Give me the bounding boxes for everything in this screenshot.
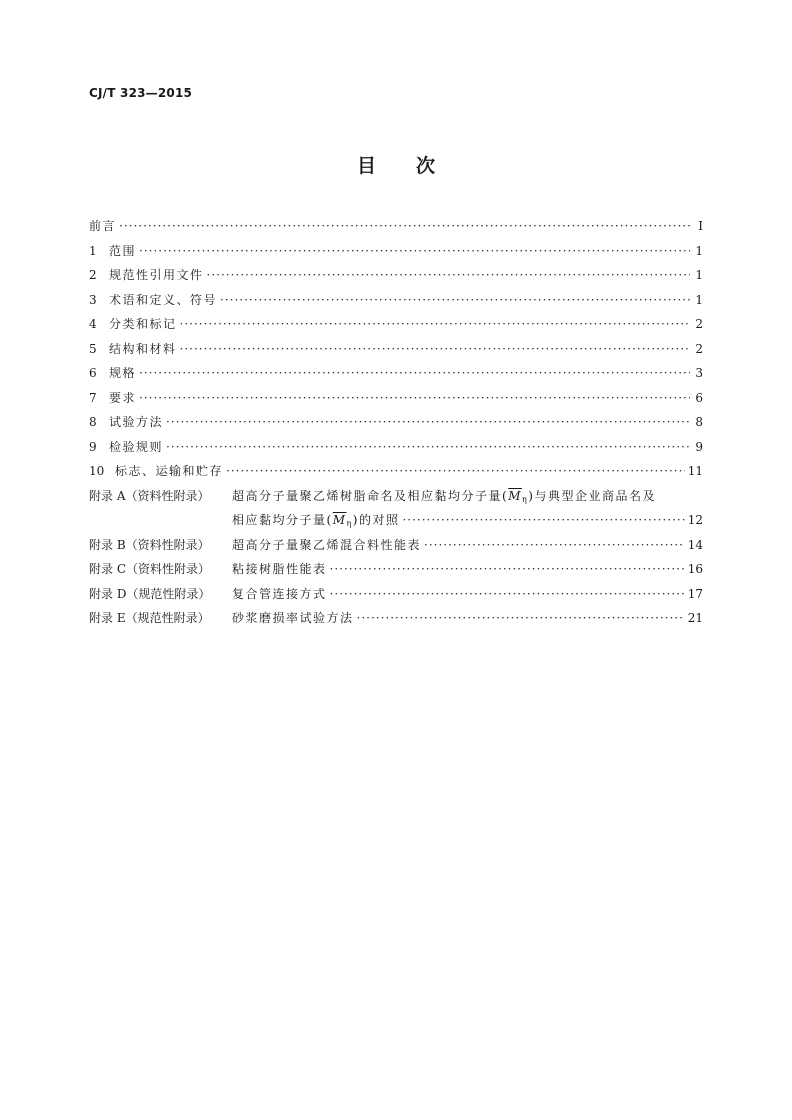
toc-entry-label: 检验规则 [109,439,164,454]
toc-page-number: 1 [695,243,703,258]
toc-leader [207,263,690,288]
toc-entry-number: 9 [89,439,97,454]
toc-page-number: 1 [695,268,703,282]
toc-leader [139,361,690,386]
toc-entry-marking-storage[interactable] [89,459,703,484]
toc-entry-label: 试验方法 [109,415,164,429]
toc-page-number: 2 [695,341,703,356]
toc-leader [220,288,690,313]
toc-page-number: 21 [687,611,703,625]
toc-page-number: 11 [687,464,703,478]
toc-entry-number: 7 [89,390,97,405]
toc-entry-appendix-c[interactable] [89,557,703,582]
eta-subscript: η [346,519,353,528]
toc-entry-foreword[interactable] [89,214,703,239]
toc-page-number: 6 [695,390,703,405]
table-of-contents [89,214,703,631]
toc-entry-label: 术语和定义、符号 [109,292,218,307]
toc-entry-label: 要求 [109,390,137,405]
toc-entry-label: 标志、运输和贮存 [115,464,224,478]
toc-entry-number: 4 [89,317,97,331]
toc-entry-appendix-a[interactable] [89,484,703,509]
toc-entry-classification[interactable] [89,312,703,337]
page-title [0,151,792,178]
toc-leader [330,582,685,607]
toc-entry-inspection-rules[interactable] [89,435,703,460]
toc-entry-number: 3 [89,292,97,307]
toc-page-number: 8 [695,415,703,429]
toc-entry-appendix-a-cont[interactable] [89,508,703,533]
appendix-title-part: 相应黏均分子量( [232,513,333,527]
appendix-prefix: 附录 A（资料性附录） [89,488,210,503]
toc-page-number: 2 [695,317,703,331]
toc-entry-number: 10 [89,464,105,478]
m-eta-symbol: $\overline{M}$ [332,513,347,527]
toc-entry-terms[interactable] [89,288,703,313]
m-eta-symbol: $\overline{M}$ [508,488,522,503]
toc-entry-number: 6 [89,366,97,380]
appendix-prefix: 附录 D（规范性附录） [89,586,211,601]
toc-entry-test-methods[interactable] [89,410,703,435]
toc-page-number: 12 [687,513,703,527]
toc-leader [180,337,690,362]
toc-entry-label: 范围 [109,243,137,258]
toc-entry-scope[interactable] [89,239,703,264]
toc-entry-normative-references[interactable] [89,263,703,288]
toc-entry-label: 复合管连接方式 [232,586,327,601]
appendix-prefix: 附录 B（资料性附录） [89,537,210,552]
appendix-prefix: 附录 E（规范性附录） [89,611,210,625]
toc-leader [226,459,685,484]
appendix-title-part: )与典型企业商品名及 [528,488,656,503]
toc-entry-label: 粘接树脂性能表 [232,562,327,576]
toc-leader [357,606,685,631]
toc-entry-number: 2 [89,268,97,282]
toc-entry-specification[interactable] [89,361,703,386]
toc-leader [166,410,690,435]
toc-entry-appendix-e[interactable] [89,606,703,631]
toc-page-number: 16 [687,562,703,576]
toc-entry-appendix-b[interactable] [89,533,703,558]
appendix-title-part: )的对照 [352,513,400,527]
toc-entry-number: 8 [89,415,97,429]
toc-entry-number: 5 [89,341,97,356]
toc-page-number: 14 [687,537,703,552]
title-char-left: 目 [356,155,376,177]
toc-entry-number: 1 [89,243,97,258]
appendix-prefix: 附录 C（资料性附录） [89,562,210,576]
toc-entry-label: 砂浆磨损率试验方法 [232,611,354,625]
toc-leader [166,435,690,460]
toc-page-number: 9 [695,439,703,454]
toc-entry-label: 规范性引用文件 [109,268,204,282]
toc-leader [402,508,684,533]
toc-entry-requirements[interactable] [89,386,703,411]
toc-page-number: 1 [695,292,703,307]
toc-entry-label: 结构和材料 [109,341,177,356]
toc-leader [139,386,690,411]
toc-page-number: 17 [687,586,703,601]
toc-entry-appendix-d[interactable] [89,582,703,607]
toc-leader [139,239,690,264]
toc-leader [424,533,685,558]
toc-entry-label: 规格 [109,366,137,380]
toc-entry-structure[interactable] [89,337,703,362]
toc-leader [119,214,690,239]
toc-entry-label: 分类和标记 [109,317,177,331]
toc-page-number: Ⅰ [698,219,703,233]
toc-leader [330,557,685,582]
toc-page-number: 3 [695,366,703,380]
toc-leader [180,312,690,337]
appendix-title-part: 超高分子量聚乙烯树脂命名及相应黏均分子量( [232,488,509,503]
toc-entry-label: 超高分子量聚乙烯混合料性能表 [232,537,422,552]
toc-entry-label: 前言 [89,219,117,233]
eta-subscript: η [521,494,529,504]
title-char-right: 次 [416,155,436,177]
document-code: CJ/T 323—2015 [89,86,193,100]
